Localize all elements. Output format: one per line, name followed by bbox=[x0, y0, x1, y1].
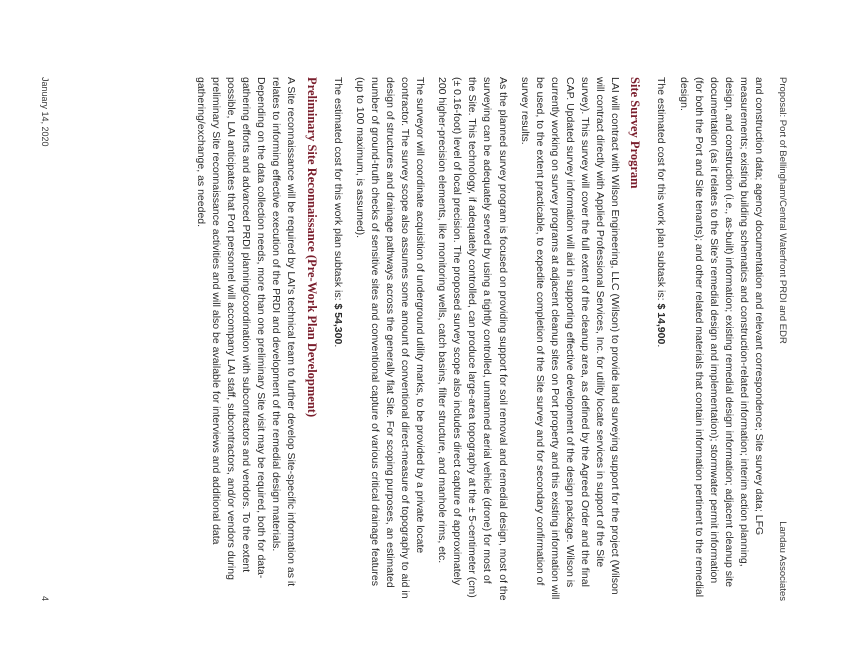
header-proposal-title: Proposal: Port of Bellingham/Central Waterfront PRDI and EDR bbox=[777, 77, 788, 344]
section-heading-site-reconnaissance: Preliminary Site Reconnaissance (Pre-Work Plan Development) bbox=[304, 77, 319, 418]
cost-line-subtask-1 bbox=[653, 77, 668, 601]
cost-label: The estimated cost for this work plan subtask is: bbox=[331, 77, 344, 304]
cost-line-subtask-2 bbox=[330, 77, 345, 601]
document-body bbox=[186, 77, 766, 601]
paragraph-survey-contract: LAI will contract with Wilson Engineering, LLC (Wilson) to provide land surveying support for the project (Wilson will contract directly with Applied Professional Services, Inc. for utility locate services in support of the Site survey). This survey will cover the full extent of the cleanup area, as defined by the Agreed Order and the final CAP. Updated survey information will aid in supporting effective development of the design package. Wilson is currently working on survey programs at adjacent cleanup sites on Port property and this existing information will be used, to the extent practicable, to expedite completion of the Site survey and for secondary confirmation of survey results. bbox=[518, 77, 622, 600]
cost-period: . bbox=[331, 344, 344, 348]
cost-period: . bbox=[655, 344, 668, 348]
paragraph-reconnaissance: A Site reconnaissance will be required by LAI's technical team to further develop Site-specific information as it relates to informing effective execution of the PRDI and development of the remedial design materials. Depending on the data collection needs, more than one preliminary Site visit may be required, both for data-gathering efforts and advanced PRDI planning/coordination with subcontractors and vendors. To the extent possible, LAI anticipates that Port personnel will accompany LAI staff, subcontractors, and/or vendors during preliminary Site reconnaissance activities and will also be available for interviews and additional data gathering/exchange, as needed. bbox=[194, 77, 298, 587]
footer-page-number: 4 bbox=[40, 595, 50, 601]
cost-amount: $ 14,900 bbox=[655, 303, 668, 345]
paragraph-survey-drone: As the planned survey program is focused on providing support for soil removal and remedial design, most of the surveying can be adequately served by using a tightly controlled, unmanned aerial vehicle (drone) for most of the Site. This technology, if adequately controlled, can produce large-area topography at the ± 5-centimeter (cm) (± 0.16-foot) level of local precision. The proposed survey scope also includes direct capture of approximately 200 higher-precision elements, like monitoring wells, catch basins, filter structure, and manhole rims, etc. bbox=[436, 77, 509, 601]
header-company-name: Landau Associates bbox=[777, 521, 788, 601]
cost-amount: $ 54,300 bbox=[331, 303, 344, 345]
section-heading-site-survey: Site Survey Program bbox=[628, 77, 643, 189]
footer-date: January 14, 2020 bbox=[40, 77, 50, 147]
paragraph-survey-utility: The surveyor will coordinate acquisition of underground utility marks, to be provided by a private locate contractor. The survey scope also assumes some amount of conventional direct-measure of topography to aid in design of structures and drainage pathways across the generally flat Site. For scoping purposes, an estimated number of ground-truth checks of sensitive sites and conventional capture of various critical drainage features (up to 100 maximum, is assumed). bbox=[353, 77, 427, 599]
paragraph-data-sources: and construction data; agency documentation and relevant correspondence; Site survey data; LFG measurements; existing building schematics and construction-related information; interim action planning, design, and construction (i.e., as-built) information; existing remedial design information; adjacent cleanup site documentation (as it relates to the Site's remedial design and implementation); stormwater permit information (for both the Port and Site tenants); and other related materials that contain information pertinent to the remedial design. bbox=[677, 77, 765, 598]
cost-label: The estimated cost for this work plan subtask is: bbox=[655, 77, 668, 304]
